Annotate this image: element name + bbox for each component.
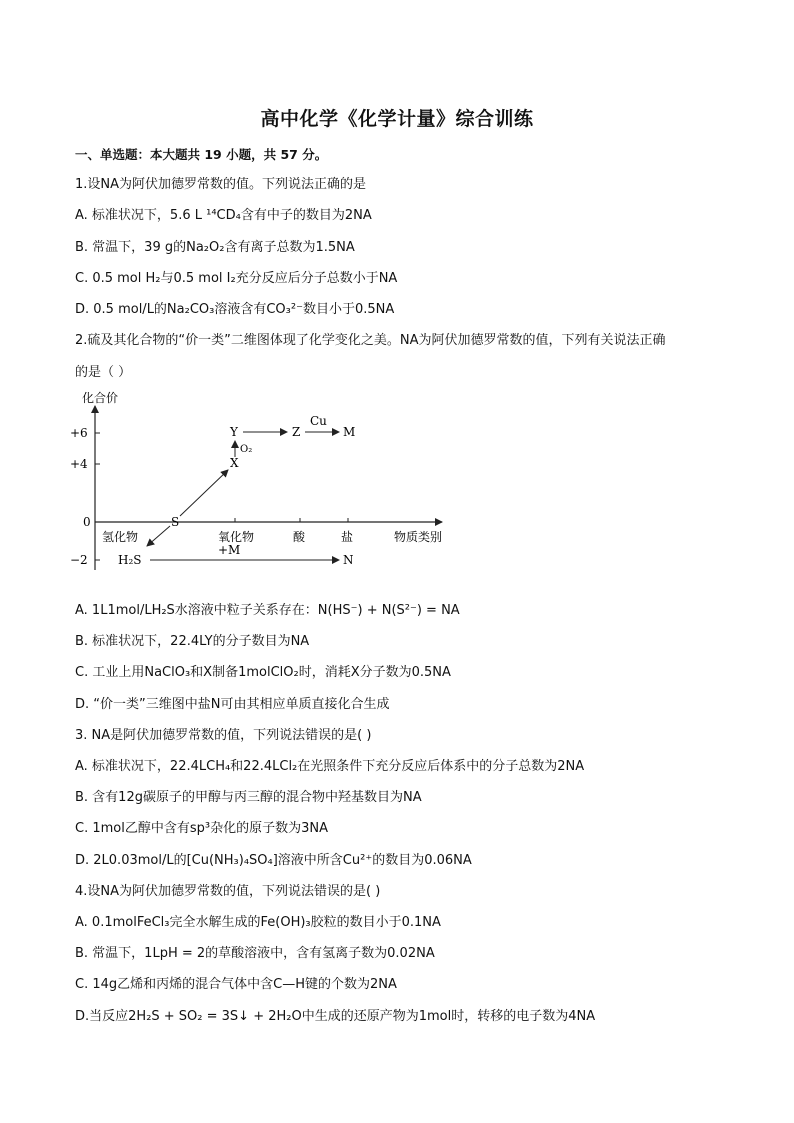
question-4-option-d: D.当反应2H₂S + SO₂ = 3S↓ + 2H₂O中生成的还原产物为1mol时，转移的电子数为4NA bbox=[75, 1009, 596, 1024]
question-2-option-d: D. “价一类”三维图中盐N可由其相应单质直接化合生成 bbox=[75, 697, 390, 712]
question-2-stem: 2.硫及其化合物的“价一类”二维图体现了化学变化之美。NA为阿伏加德罗常数的值，下列有关说法正确 bbox=[75, 333, 666, 348]
node-n: N bbox=[343, 553, 354, 567]
question-3-option-b: B. 含有12g碳原子的甲醇与丙三醇的混合物中羟基数目为NA bbox=[75, 790, 422, 805]
y-axis-label: 化合价 bbox=[82, 391, 119, 405]
y-tick-plus6: +6 bbox=[70, 426, 88, 440]
label-o2: O₂ bbox=[240, 444, 253, 455]
question-1-option-b: B. 常温下，39 g的Na₂O₂含有离子总数为1.5NA bbox=[75, 240, 355, 255]
question-4-option-a: A. 0.1molFeCl₃完全水解生成的Fe(OH)₃胶粒的数目小于0.1NA bbox=[75, 915, 441, 930]
label-cu: Cu bbox=[310, 414, 327, 428]
diagram-svg bbox=[60, 388, 460, 578]
question-3-option-c: C. 1mol乙醇中含有sp³杂化的原子数为3NA bbox=[75, 821, 328, 836]
question-1-option-a: A. 标准状况下，5.6 L ¹⁴CD₄含有中子的数目为2NA bbox=[75, 208, 372, 223]
question-2-option-c: C. 工业上用NaClO₃和X制备1molClO₂时，消耗X分子数为0.5NA bbox=[75, 665, 451, 680]
question-4-stem: 4.设NA为阿伏加德罗常数的值，下列说法错误的是( ) bbox=[75, 884, 381, 899]
x-cat-acid: 酸 bbox=[293, 530, 306, 544]
valence-class-diagram bbox=[60, 388, 460, 578]
node-s: S bbox=[171, 515, 180, 529]
x-axis-label: 物质类别 bbox=[394, 530, 443, 544]
page-title: 高中化学《化学计量》综合训练 bbox=[260, 108, 534, 130]
x-cat-oxide: 氧化物 bbox=[218, 530, 255, 544]
question-3-option-d: D. 2L0.03mol/L的[Cu(NH₃)₄SO₄]溶液中所含Cu²⁺的数目为0.06NA bbox=[75, 853, 472, 868]
x-cat-salt: 盐 bbox=[341, 530, 354, 544]
node-z: Z bbox=[292, 425, 301, 439]
question-4-option-b: B. 常温下，1LpH = 2的草酸溶液中，含有氢离子数为0.02NA bbox=[75, 946, 435, 961]
section-heading: 一、单选题：本大题共 19 小题，共 57 分。 bbox=[75, 147, 328, 162]
question-3-option-a: A. 标准状况下，22.4LCH₄和22.4LCl₂在光照条件下充分反应后体系中的分子总数为2NA bbox=[75, 759, 585, 774]
y-tick-minus2: −2 bbox=[70, 553, 88, 567]
question-3-stem: 3. NA是阿伏加德罗常数的值，下列说法错误的是( ) bbox=[75, 728, 372, 743]
question-1-option-c: C. 0.5 mol H₂与0.5 mol I₂充分反应后分子总数小于NA bbox=[75, 271, 398, 286]
y-tick-zero: 0 bbox=[83, 515, 91, 529]
arrow-s-to-x bbox=[180, 470, 228, 516]
question-2-option-b: B. 标准状况下，22.4LY的分子数目为NA bbox=[75, 634, 310, 649]
arrow-s-to-h2s bbox=[147, 526, 170, 546]
question-1-option-d: D. 0.5 mol/L的Na₂CO₃溶液含有CO₃²⁻数目小于0.5NA bbox=[75, 302, 395, 317]
question-1-stem: 1.设NA为阿伏加德罗常数的值。下列说法正确的是 bbox=[75, 177, 367, 192]
node-x: X bbox=[230, 456, 239, 470]
question-2-option-a: A. 1L1mol/LH₂S水溶液中粒子关系存在：N(HS⁻) + N(S²⁻) = NA bbox=[75, 603, 460, 618]
node-h2s: H₂S bbox=[118, 553, 142, 567]
x-cat-hydride: 氢化物 bbox=[102, 530, 139, 544]
question-4-option-c: C. 14g乙烯和丙烯的混合气体中含C—H键的个数为2NA bbox=[75, 977, 397, 992]
y-tick-plus4: +4 bbox=[70, 457, 88, 471]
node-m: M bbox=[343, 425, 356, 439]
question-2-stem-cont: 的是（ ） bbox=[75, 365, 132, 380]
label-plus-m: +M bbox=[218, 543, 241, 557]
node-y: Y bbox=[230, 425, 238, 439]
